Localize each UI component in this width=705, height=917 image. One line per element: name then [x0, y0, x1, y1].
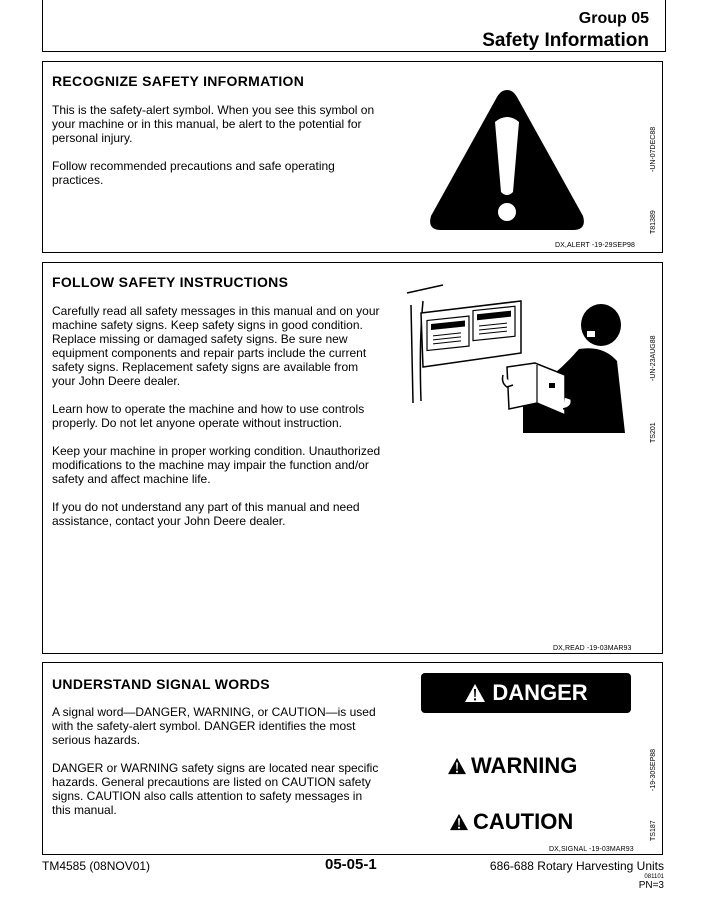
paragraph: Follow recommended precautions and safe operating practices. — [52, 159, 335, 187]
page-title: Safety Information — [482, 30, 649, 51]
section-body — [52, 304, 382, 542]
figure-id: TS187 — [650, 820, 657, 841]
caution-label: CAUTION — [473, 809, 574, 834]
paragraph: Carefully read all safety messages in this manual and on your machine safety signs. Keep safety signs in good condition. Replace missing or damaged safety signs. Be sure new equipment components and repair parts include the current safety signs. Replacement safety signs are available from your John Deere dealer. — [52, 304, 380, 388]
paragraph: This is the safety-alert symbol. When you see this symbol on your machine or in this manual, be alert to the potential for personal injury. — [52, 103, 375, 145]
person-reading-manual-illustration — [403, 283, 639, 438]
paragraph: If you do not understand any part of this manual and need assistance, contact your John Deere dealer. — [52, 500, 360, 528]
section-recognize-safety — [42, 61, 663, 253]
section-signal-words — [42, 662, 663, 855]
pn-code: PN=3 — [638, 880, 664, 891]
paragraph: A signal word—DANGER, WARNING, or CAUTION—is used with the safety-alert symbol. DANGER identifies the most serious hazards. — [52, 705, 376, 747]
alert-triangle-icon — [447, 757, 467, 775]
alert-triangle-icon — [464, 683, 486, 703]
section-body — [52, 103, 382, 201]
section-title: RECOGNIZE SAFETY INFORMATION — [52, 73, 305, 89]
paragraph: Learn how to operate the machine and how to use controls properly. Do not let anyone operate without instruction. — [52, 402, 365, 430]
danger-sign — [421, 673, 631, 713]
danger-label: DANGER — [492, 680, 588, 705]
section-title: FOLLOW SAFETY INSTRUCTIONS — [52, 274, 289, 290]
reference-code: DX,READ -19-03MAR93 — [553, 645, 632, 652]
safety-alert-symbol-icon — [425, 84, 589, 236]
figure-code: -UN-23AUG88 — [650, 335, 657, 381]
manual-number: TM4585 (08NOV01) — [42, 859, 151, 873]
caution-sign — [449, 809, 573, 835]
product-name: 686-688 Rotary Harvesting Units — [489, 859, 664, 873]
section-title: UNDERSTAND SIGNAL WORDS — [52, 676, 270, 692]
paragraph: DANGER or WARNING safety signs are located near specific hazards. General precautions are listed on CAUTION safety signs. CAUTION also calls attention to safety messages in this manual. — [52, 761, 379, 817]
page-header — [42, 0, 666, 52]
reference-code: DX,ALERT -19-29SEP98 — [555, 242, 635, 249]
figure-id: T81389 — [650, 210, 657, 234]
group-label: Group 05 — [578, 10, 649, 27]
section-follow-safety — [42, 262, 663, 654]
warning-sign — [447, 753, 577, 779]
figure-code: -UN-07DEC88 — [650, 126, 657, 172]
warning-label: WARNING — [471, 753, 578, 778]
date-code: 081101 — [644, 874, 664, 880]
alert-triangle-icon — [449, 813, 469, 831]
reference-code: DX,SIGNAL -19-03MAR93 — [549, 846, 634, 853]
section-body — [52, 705, 382, 831]
figure-code: -19-30SEP88 — [650, 748, 657, 791]
figure-id: TS201 — [650, 422, 657, 443]
paragraph: Keep your machine in proper working condition. Unauthorized modifications to the machine may impair the function and/or safety and affect machine life. — [52, 444, 381, 486]
page-number: 05-05-1 — [325, 856, 377, 873]
